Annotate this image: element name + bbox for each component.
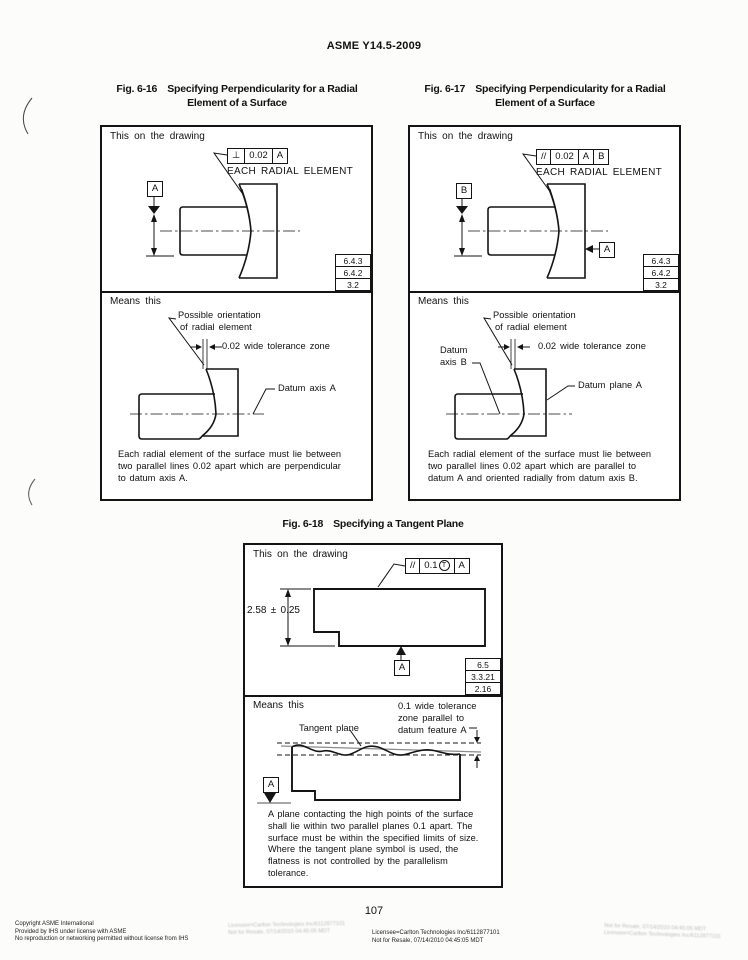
fcf-note: EACH RADIAL ELEMENT (536, 167, 663, 178)
parallelism-symbol: // (410, 560, 416, 571)
fig17-box (408, 125, 681, 501)
dimension-label: 2.58 ± 0.25 (247, 605, 300, 616)
fcf-note: EACH RADIAL ELEMENT (227, 166, 354, 177)
perpendicularity-symbol: ⊥ (232, 150, 241, 161)
fcf-tolerance: 0.1 (424, 560, 438, 571)
fig16-title-line2: Element of a Surface (187, 97, 287, 109)
ghost-line: Not for Resale, 07/14/2010 04:45:05 MDT (604, 922, 707, 933)
dim-arrow-up (151, 214, 157, 222)
datum-plane-a-leader (547, 386, 575, 400)
fig18-means-panel (245, 697, 501, 886)
datum-plane-a-annotation: Datum plane A (578, 380, 642, 390)
fig18-caption (268, 809, 478, 880)
datum-feature-symbol-a: A (394, 660, 410, 676)
caption-line: A plane contacting the high points of the surface (268, 809, 474, 819)
caption-line: tolerance. (268, 867, 309, 878)
datum-triangle (264, 793, 276, 803)
fig18-title-text: Specifying a Tangent Plane (333, 518, 464, 530)
fig17-title-text: Specifying Perpendicularity for a Radial (475, 83, 666, 95)
flange-face-curve (202, 369, 216, 436)
datum-triangle (148, 206, 160, 214)
copyright-line: Provided by IHS under license with ASME (15, 928, 127, 935)
reference-paragraph: 6.4.3 (335, 254, 371, 267)
dim-arrow-up (285, 589, 291, 597)
panel-label: Means this (253, 700, 304, 711)
datum-a-arrow (585, 245, 593, 253)
scan-mark-curve (29, 479, 35, 505)
dim-arrow-down (459, 248, 465, 256)
fcf-tolerance: 0.02 (244, 149, 272, 163)
tangent-plane-annotation: Tangent plane (299, 723, 359, 733)
scan-mark-curve (23, 98, 32, 134)
reference-paragraph: 6.4.3 (643, 254, 679, 267)
copyright-block (15, 921, 188, 944)
zone-arrow-right (196, 344, 202, 350)
panel-label: This on the drawing (253, 549, 348, 560)
caption-line: two parallel lines 0.02 apart which are perpendicular (118, 461, 341, 471)
fig16-box (100, 125, 373, 501)
orientation-annotation: of radial element (180, 322, 252, 332)
datum-feature-symbol-b: B (456, 183, 472, 199)
fig16-title-line1 (94, 82, 380, 96)
panel-label: Means this (418, 296, 469, 307)
panel-label: Means this (110, 296, 161, 307)
dim-arrow-down (151, 248, 157, 256)
zone-bracket-lines (469, 728, 477, 768)
fig18-top-panel (245, 545, 501, 697)
caption-line: to datum axis A. (118, 473, 188, 483)
datum-feature-symbol-a: A (599, 242, 615, 258)
fig16-feature-control-frame (227, 148, 288, 164)
orientation-annotation: Possible orientation (493, 310, 576, 320)
caption-line: Each radial element of the surface must lie between (118, 449, 342, 459)
fcf-tolerance-with-modifier (419, 559, 453, 573)
tolerance-zone-annotation: 0.02 wide tolerance zone (538, 341, 646, 351)
flange-face-curve (510, 369, 524, 436)
part-outline (314, 589, 485, 646)
datum-triangle (396, 646, 406, 655)
shaft-outline (455, 394, 523, 439)
datum-axis-b-leader (472, 363, 500, 414)
copyright-line: Copyright ASME International (15, 921, 94, 927)
fig16-top-panel (102, 127, 371, 293)
license-block (372, 930, 500, 945)
datum-axis-b-annotation: axis B (440, 357, 467, 367)
fig18-box (243, 543, 503, 888)
fig17-reference-stack (643, 256, 679, 291)
tolerance-zone-annotation: datum feature A (398, 725, 467, 735)
reference-paragraph: 3.2 (643, 278, 679, 291)
fcf-datum-primary: A (578, 150, 593, 164)
flange-outline (510, 369, 546, 436)
fcf-leader-line (378, 564, 405, 587)
fig17-top-panel (410, 127, 679, 293)
fig18-title (233, 517, 513, 531)
datum-axis-b-annotation: Datum (440, 345, 468, 355)
parallelism-symbol: // (541, 151, 547, 162)
fig16-title-text: Specifying Perpendicularity for a Radial (167, 83, 358, 95)
zone-arrow-left (209, 344, 215, 350)
panel-label: This on the drawing (110, 131, 205, 142)
scan-mark-top (14, 95, 38, 137)
fig17-label: Fig. 6-17 (424, 83, 466, 95)
zone-arrow-left (517, 344, 523, 350)
copyright-line: No reproduction or networking permitted without license from IHS (15, 936, 189, 942)
fcf-tolerance: 0.02 (550, 150, 578, 164)
datum-triangle (456, 206, 468, 214)
document-header: ASME Y14.5-2009 (326, 40, 422, 52)
fig18-reference-stack (465, 660, 501, 695)
caption-line: two parallel lines 0.02 apart which are parallel to (428, 461, 637, 471)
page-number: 107 (364, 905, 384, 917)
datum-axis-leader (253, 389, 275, 414)
reference-paragraph: 6.4.2 (335, 266, 371, 279)
reference-paragraph: 3.3.21 (465, 670, 501, 683)
reference-paragraph: 6.4.2 (643, 266, 679, 279)
orientation-annotation: of radial element (495, 322, 567, 332)
fig17-caption (428, 448, 651, 484)
caption-line: flatness is not controlled by the parallelism (268, 856, 448, 867)
ghost-line: Licensee=Carlton Technologies Inc/6112877101 (227, 920, 346, 930)
fig18-label: Fig. 6-18 (282, 518, 324, 530)
fig16-label: Fig. 6-16 (116, 83, 158, 95)
caption-line: Each radial element of the surface must lie between (428, 449, 652, 459)
fig16-means-panel (102, 293, 371, 499)
ghost-print-smudge (228, 921, 345, 937)
zone-arrow-up (474, 755, 480, 761)
caption-line: shall lie within two parallel planes 0.1 apart. The (268, 820, 473, 831)
fig17-title-line2: Element of a Surface (495, 97, 595, 109)
fig16-title (94, 82, 380, 110)
ghost-line: Not for Resale, 07/14/2010 04:45:05 MDT (228, 928, 331, 937)
datum-axis-annotation: Datum axis A (278, 383, 336, 393)
fig16-caption (118, 448, 341, 484)
tolerance-zone-annotation: 0.02 wide tolerance zone (222, 341, 330, 351)
fcf-datum: A (272, 149, 287, 163)
datum-feature-symbol-a: A (263, 777, 279, 793)
tolerance-zone-annotation: zone parallel to (398, 713, 465, 723)
caption-line: Where the tangent plane symbol is used, the (268, 844, 459, 855)
dim-arrow-down (285, 638, 291, 646)
datum-feature-symbol-a: A (147, 181, 163, 197)
fig17-means-panel (410, 293, 679, 499)
fig17-title (402, 82, 688, 110)
ghost-line: Licensee=Carlton Technologies Inc/6112877101 (603, 929, 722, 941)
flange-outline (202, 369, 238, 436)
zone-arrow-down (474, 737, 480, 743)
dim-arrow-up (459, 214, 465, 222)
caption-line: surface must be within the specified limits of size. (268, 832, 479, 843)
orientation-annotation: Possible orientation (178, 310, 261, 320)
fig17-title-line1 (402, 82, 688, 96)
fcf-datum: A (454, 559, 469, 573)
reference-paragraph: 6.5 (465, 658, 501, 671)
panel-label: This on the drawing (418, 131, 513, 142)
fig18-feature-control-frame (405, 558, 470, 574)
reference-paragraph: 3.2 (335, 278, 371, 291)
license-line: Licensee=Carlton Technologies Inc/6112877101 (372, 930, 500, 936)
fig16-reference-stack (335, 256, 371, 291)
scan-mark-middle (22, 477, 40, 507)
reference-paragraph: 2.16 (465, 682, 501, 695)
ghost-print-smudge (604, 923, 721, 941)
tolerance-zone-annotation: 0.1 wide tolerance (398, 701, 477, 711)
fig17-feature-control-frame (536, 149, 609, 165)
license-line: Not for Resale, 07/14/2010 04:45:05 MDT (372, 937, 484, 944)
tangent-plane-modifier-icon: T (439, 560, 450, 571)
caption-line: datum A and oriented radially from datum axis B. (428, 473, 638, 483)
shaft-outline (139, 394, 215, 439)
fig18-title-line (233, 517, 513, 531)
zone-arrow-right (504, 344, 510, 350)
fcf-datum-secondary: B (593, 150, 608, 164)
